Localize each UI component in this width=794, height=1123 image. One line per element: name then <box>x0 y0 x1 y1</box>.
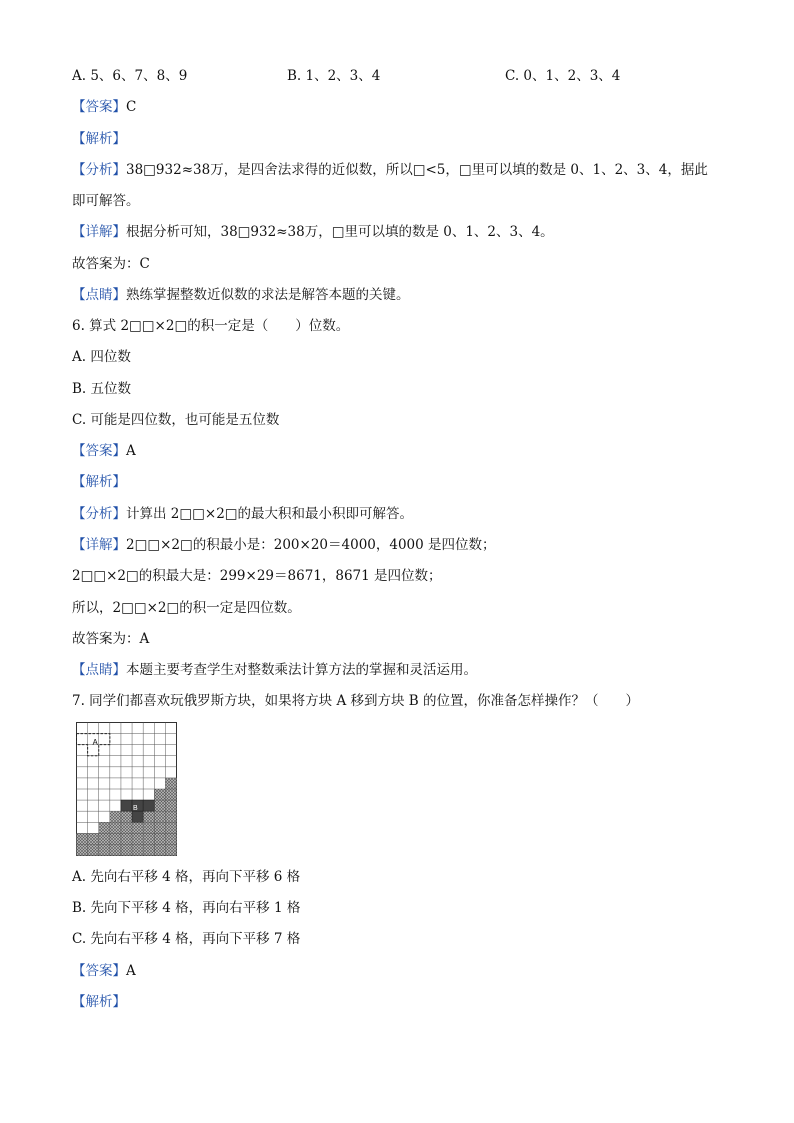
tetris-grid-svg <box>76 722 177 856</box>
filled-cell <box>165 844 176 855</box>
filled-cell <box>154 789 165 800</box>
filled-cell <box>165 800 176 811</box>
q6-xiangjie-text-1: 2□□×2□的积最小是：200×20＝4000，4000 是四位数； <box>126 537 496 553</box>
q6-answer: A <box>126 443 136 459</box>
xiangjie-tag: 【详解】 <box>72 224 126 240</box>
answer-tag: 【答案】 <box>72 99 126 115</box>
answer-tag: 【答案】 <box>72 443 126 459</box>
filled-cell <box>88 844 99 855</box>
filled-cell <box>132 833 143 844</box>
q7-question: 7. 同学们都喜欢玩俄罗斯方块，如果将方块 A 移到方块 B 的位置，你准备怎样操作？（ ） <box>72 693 640 709</box>
q6-xiangjie-line-3: 所以，2□□×2□的积一定是四位数。 <box>72 600 301 616</box>
q6-fenxi-text: 计算出 2□□×2□的最大积和最小积即可解答。 <box>126 506 414 522</box>
filled-cell <box>121 844 132 855</box>
q7-answer: A <box>126 963 136 979</box>
block-b-cell <box>132 811 143 822</box>
filled-cell <box>121 811 132 822</box>
block-b-label: B <box>133 805 138 812</box>
filled-cell <box>132 822 143 833</box>
q5-answer-line <box>72 97 136 117</box>
q6-xiangjie-line-2: 2□□×2□的积最大是：299×29＝8671，8671 是四位数； <box>72 568 442 584</box>
filled-cell <box>165 822 176 833</box>
q6-option-b: B. 五位数 <box>72 381 132 397</box>
filled-cell <box>165 833 176 844</box>
filled-cell <box>77 833 88 844</box>
block-b-cell <box>143 800 154 811</box>
q5-xiangjie-text: 根据分析可知，38□932≈38万，□里可以填的数是 0、1、2、3、4。 <box>126 224 554 240</box>
q5-fenxi-line-2: 即可解答。 <box>72 193 140 209</box>
q6-final-answer: 故答案为：A <box>72 631 150 647</box>
q6-option-a: A. 四位数 <box>72 349 131 365</box>
q5-final-answer: 故答案为：C <box>72 256 150 272</box>
filled-cell <box>165 778 176 789</box>
block-b-cell <box>121 800 132 811</box>
q7-option-a: A. 先向右平移 4 格，再向下平移 6 格 <box>72 869 301 885</box>
q5-jiexi: 【解析】 <box>72 131 126 147</box>
filled-cell <box>77 844 88 855</box>
q5-answer: C <box>126 99 137 115</box>
q5-fenxi-text-1: 38□932≈38万，是四舍法求得的近似数，所以□<5，□里可以填的数是 0、1、2、3、4，据此 <box>126 162 708 178</box>
fenxi-tag: 【分析】 <box>72 506 126 522</box>
filled-cell <box>121 822 132 833</box>
q6-dianjing-text: 本题主要考查学生对整数乘法计算方法的掌握和灵活运用。 <box>126 662 477 678</box>
filled-cell <box>110 833 121 844</box>
q6-jiexi: 【解析】 <box>72 474 126 490</box>
filled-cell <box>143 822 154 833</box>
q6-fenxi-line <box>72 504 413 524</box>
filled-cell <box>154 800 165 811</box>
dianjing-tag: 【点睛】 <box>72 662 126 678</box>
q5-dianjing-text: 熟练掌握整数近似数的求法是解答本题的关键。 <box>126 287 410 303</box>
filled-cell <box>110 822 121 833</box>
q7-jiexi: 【解析】 <box>72 994 126 1010</box>
q5-dianjing-line <box>72 285 410 305</box>
fenxi-tag: 【分析】 <box>72 162 126 178</box>
tetris-grid-figure <box>76 722 177 856</box>
filled-cell <box>154 844 165 855</box>
filled-cell <box>88 833 99 844</box>
xiangjie-tag: 【详解】 <box>72 537 126 553</box>
filled-cell <box>110 811 121 822</box>
q5-xiangjie-line <box>72 222 554 242</box>
q6-question: 6. 算式 2□□×2□的积一定是（ ）位数。 <box>72 318 350 334</box>
filled-cell <box>143 811 154 822</box>
q7-option-c: C. 先向右平移 4 格，再向下平移 7 格 <box>72 931 301 947</box>
q7-option-b: B. 先向下平移 4 格，再向右平移 1 格 <box>72 900 301 916</box>
answer-tag: 【答案】 <box>72 963 126 979</box>
filled-cell <box>143 833 154 844</box>
filled-cell <box>154 833 165 844</box>
q5-option-c: C. 0、1、2、3、4 <box>505 68 621 84</box>
q6-option-c: C. 可能是四位数，也可能是五位数 <box>72 412 280 428</box>
filled-cell <box>121 833 132 844</box>
filled-cell <box>143 844 154 855</box>
q5-fenxi-line-1 <box>72 160 708 180</box>
filled-cell <box>165 789 176 800</box>
q7-answer-line <box>72 961 136 981</box>
filled-cell <box>132 844 143 855</box>
filled-cell <box>110 844 121 855</box>
q5-option-a: A. 5、6、7、8、9 <box>72 68 188 84</box>
block-a-label: A <box>92 738 98 747</box>
q6-answer-line <box>72 441 136 461</box>
q5-option-b: B. 1、2、3、4 <box>287 68 381 84</box>
filled-cell <box>154 811 165 822</box>
filled-cell <box>154 822 165 833</box>
filled-cell <box>99 822 110 833</box>
filled-cell <box>99 833 110 844</box>
q6-dianjing-line <box>72 660 477 680</box>
q6-xiangjie-line-1 <box>72 535 496 555</box>
dianjing-tag: 【点睛】 <box>72 287 126 303</box>
filled-cell <box>99 844 110 855</box>
filled-cell <box>165 811 176 822</box>
